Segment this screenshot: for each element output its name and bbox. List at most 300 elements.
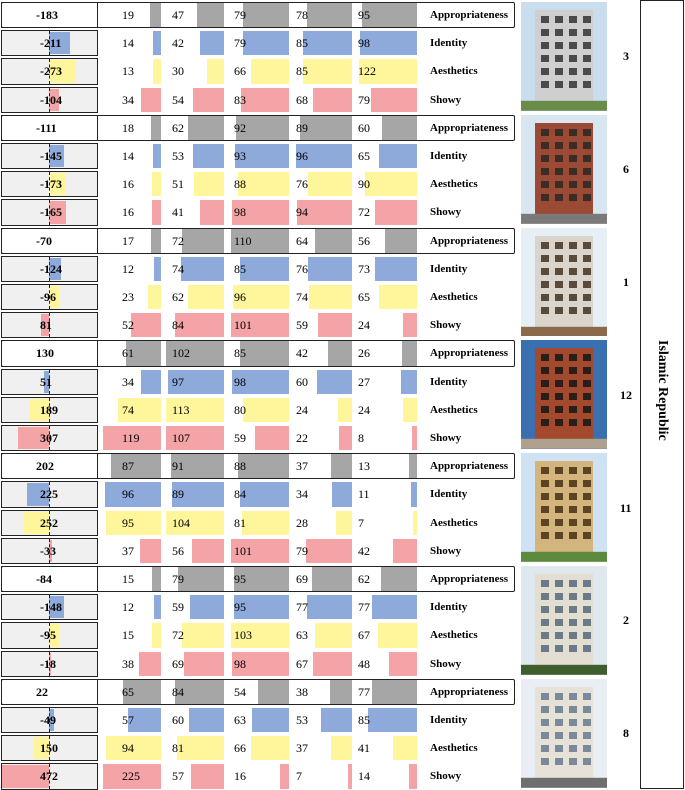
window-shape [541,29,549,36]
window-shape [555,194,563,201]
window-shape [555,693,563,700]
group-header-frame [1,2,515,28]
window-shape [569,758,577,765]
response-count: 65 [358,149,370,163]
window-shape [541,380,549,387]
response-count: 67 [296,656,308,671]
response-count: 89 [172,487,184,502]
window-shape [555,532,563,539]
window-shape [541,16,549,23]
window-shape [541,732,549,739]
score-value: -273 [40,64,62,79]
metric-label: Showy [430,93,462,106]
score-value: -18 [40,656,56,671]
response-count: 81 [234,515,246,530]
window-shape [569,745,577,752]
window-shape [541,55,549,62]
response-bar [189,708,224,732]
window-shape [555,242,563,249]
response-count: 37 [296,741,308,756]
score-value: 150 [40,741,58,756]
building-photo-icon [521,115,607,224]
response-count: 53 [172,149,184,163]
metric-label: Appropriateness [430,685,509,698]
building-id: 8 [623,726,629,741]
response-count: 88 [234,177,246,192]
window-shape [555,606,563,613]
response-count: 61 [122,346,134,361]
response-count: 96 [122,487,134,502]
response-count: 80 [234,402,246,417]
response-count: 76 [296,177,308,192]
window-shape [583,181,591,188]
response-count: 79 [234,36,246,51]
response-count: 85 [234,346,246,361]
window-shape [541,580,549,587]
response-bar [339,426,352,450]
window-shape [541,406,549,413]
window-shape [583,706,591,713]
response-count: 88 [234,459,246,474]
window-shape [555,55,563,62]
response-bar [181,257,224,281]
response-count: 98 [358,36,370,51]
window-shape [541,242,549,249]
metric-label: Showy [430,544,462,557]
window-shape [541,194,549,201]
building-id: 6 [623,162,629,177]
window-shape [541,168,549,175]
response-count: 72 [358,205,370,220]
window-shape [555,255,563,262]
window-shape [583,393,591,400]
response-bar [317,370,352,394]
window-shape [569,242,577,249]
response-count: 102 [172,346,190,361]
window-shape [541,419,549,426]
response-count: 79 [296,543,308,558]
window-shape [541,268,549,275]
score-value: -111 [36,120,57,135]
response-bar [372,595,417,619]
window-shape [569,281,577,288]
response-count: 94 [122,741,134,756]
response-bar [413,511,417,535]
response-count: 94 [296,205,308,220]
response-count: 12 [122,261,134,276]
window-shape [555,467,563,474]
window-shape [555,181,563,188]
response-bar [365,172,417,196]
response-count: 13 [122,64,134,79]
score-value: 130 [36,346,54,361]
response-count: 47 [172,8,184,22]
metric-label: Aesthetics [430,65,478,78]
window-shape [569,367,577,374]
window-shape [555,268,563,275]
response-count: 26 [358,346,370,361]
response-count: 42 [172,36,184,51]
response-count: 98 [234,205,246,220]
window-shape [541,693,549,700]
response-bar [194,172,224,196]
window-shape [541,354,549,361]
response-bar [193,88,224,112]
metric-label: Appropriateness [430,347,509,360]
building-photo-drawing [521,566,607,675]
metric-label: Appropriateness [430,121,509,134]
response-bar [140,539,161,563]
response-count: 95 [358,8,370,22]
response-count: 85 [358,713,370,727]
score-value: 252 [40,515,58,530]
response-count: 18 [122,120,134,135]
response-count: 14 [358,769,370,784]
response-count: 17 [122,233,134,248]
response-bar [403,398,417,422]
score-value: -84 [36,572,52,586]
response-count: 60 [296,374,308,389]
window-shape [569,16,577,23]
window-shape [569,406,577,413]
window-shape [569,467,577,474]
window-shape [583,281,591,288]
window-shape [555,419,563,426]
response-count: 65 [358,290,370,304]
response-bar [242,511,289,535]
window-shape [541,294,549,301]
window-shape [541,593,549,600]
response-bar [368,708,417,732]
response-bar [177,736,224,760]
response-count: 24 [358,402,370,417]
response-count: 27 [358,374,370,389]
window-shape [583,68,591,75]
metric-label: Identity [430,714,468,726]
response-count: 56 [358,233,370,248]
response-count: 73 [358,261,370,276]
building-photo-icon [521,2,607,111]
building-photo-drawing [521,2,607,111]
response-bar [192,539,224,563]
response-bar [393,736,417,760]
response-count: 41 [358,741,370,756]
window-shape [541,42,549,49]
building-id: 11 [620,500,632,515]
window-shape [583,255,591,262]
response-bar [148,285,161,309]
window-shape [569,593,577,600]
score-value: 472 [40,769,58,784]
score-value: 51 [40,374,52,389]
window-shape [555,81,563,88]
response-bar [409,764,417,788]
response-count: 11 [358,487,370,502]
response-bar [331,736,352,760]
response-count: 56 [172,543,184,558]
window-shape [541,367,549,374]
metric-label: Aesthetics [430,629,478,642]
score-value: 22 [36,684,48,699]
window-shape [569,719,577,726]
window-shape [569,632,577,639]
response-count: 28 [296,515,308,530]
window-shape [555,354,563,361]
metric-label: Appropriateness [430,9,509,21]
response-count: 37 [122,543,134,558]
response-count: 59 [172,600,184,615]
response-bar [153,144,161,168]
window-shape [583,55,591,62]
window-shape [583,467,591,474]
window-shape [555,719,563,726]
response-count: 62 [172,290,184,304]
response-bar [379,144,417,168]
window-shape [569,645,577,652]
building-photo-drawing [521,228,607,337]
response-bar [141,88,161,112]
window-shape [541,467,549,474]
response-count: 104 [172,515,190,530]
group-header-frame [1,340,515,366]
response-bar [303,59,352,83]
response-count: 90 [358,177,370,192]
response-bar [154,595,161,619]
window-shape [541,255,549,262]
response-count: 16 [122,177,134,192]
score-value: -211 [40,36,62,51]
window-shape [555,155,563,162]
score-value: 225 [40,487,58,502]
metric-label: Aesthetics [430,178,478,191]
metric-label: Identity [430,150,468,162]
window-shape [583,693,591,700]
ground-shape [521,101,607,111]
metric-label: Identity [430,375,468,388]
response-bar [153,59,161,83]
group-header-frame [1,679,515,705]
response-bar [243,31,289,55]
response-bar [321,708,352,732]
response-count: 7 [358,515,364,530]
response-count: 87 [122,459,134,474]
window-shape [555,129,563,136]
window-shape [583,532,591,539]
response-count: 95 [122,515,134,530]
window-shape [555,42,563,49]
window-shape [583,606,591,613]
window-shape [583,294,591,301]
metric-label: Appropriateness [430,460,509,473]
score-value: 189 [40,402,58,417]
response-count: 119 [122,431,140,445]
window-shape [569,693,577,700]
building-id: 1 [623,275,629,289]
response-count: 23 [122,290,134,304]
window-shape [541,307,549,314]
response-count: 103 [234,628,252,643]
window-shape [569,168,577,175]
response-bar [251,59,289,83]
window-shape [569,142,577,149]
window-shape [583,645,591,652]
response-count: 107 [172,431,190,445]
metric-label: Showy [430,657,462,670]
window-shape [541,645,549,652]
response-count: 110 [234,233,252,248]
response-count: 85 [296,36,308,51]
building-photo-icon [521,566,607,675]
response-count: 16 [234,769,246,784]
response-count: 37 [296,459,308,474]
response-bar [401,370,417,394]
window-shape [569,29,577,36]
window-shape [569,519,577,526]
window-shape [569,68,577,75]
response-bar [240,257,289,281]
score-value: -96 [40,290,56,304]
response-count: 77 [358,600,370,615]
response-bar [252,708,289,732]
window-shape [583,758,591,765]
metric-label: Aesthetics [430,516,478,529]
window-shape [583,593,591,600]
window-shape [569,194,577,201]
window-shape [541,68,549,75]
window-shape [569,419,577,426]
response-count: 81 [172,741,184,756]
response-count: 14 [122,149,134,163]
building-photo-drawing [521,115,607,224]
window-shape [583,16,591,23]
building-photo-drawing [521,453,607,562]
window-shape [541,480,549,487]
window-shape [555,580,563,587]
response-bar [375,257,417,281]
window-shape [583,732,591,739]
window-shape [583,367,591,374]
window-shape [541,519,549,526]
ground-shape [521,552,607,562]
response-count: 12 [122,600,134,615]
response-count: 72 [172,233,184,248]
response-count: 38 [296,684,308,699]
building-id: 12 [620,387,632,402]
window-shape [541,181,549,188]
window-shape [555,645,563,652]
response-bar [251,736,289,760]
response-bar [141,370,161,394]
window-shape [583,155,591,162]
window-shape [583,745,591,752]
building-photo-icon [521,228,607,337]
window-shape [555,16,563,23]
window-shape [583,380,591,387]
response-count: 54 [234,684,246,699]
window-shape [555,493,563,500]
response-count: 63 [296,628,308,643]
response-count: 95 [234,572,246,586]
score-value: 202 [36,459,54,474]
response-count: 34 [122,374,134,389]
window-shape [569,129,577,136]
response-bar [411,482,417,506]
metric-label: Aesthetics [430,403,478,416]
window-shape [569,155,577,162]
response-count: 34 [296,487,308,502]
response-count: 66 [234,64,246,79]
response-count: 59 [234,431,246,445]
window-shape [569,55,577,62]
metric-label: Showy [430,770,462,783]
window-shape [541,506,549,513]
window-shape [541,606,549,613]
window-shape [583,354,591,361]
response-bar [307,595,352,619]
response-count: 60 [358,120,370,135]
window-shape [583,419,591,426]
response-bar [153,31,161,55]
response-count: 77 [358,684,370,699]
window-shape [583,81,591,88]
response-count: 84 [172,684,184,699]
response-count: 78 [296,8,308,22]
response-bar [255,426,289,450]
response-count: 225 [122,769,140,784]
response-count: 92 [234,120,246,135]
response-count: 14 [122,36,134,51]
response-count: 79 [234,8,246,22]
response-count: 85 [296,64,308,79]
metric-label: Appropriateness [430,573,509,585]
response-count: 84 [234,487,246,502]
response-bar [318,313,352,337]
window-shape [555,380,563,387]
metric-label: Showy [430,206,462,219]
response-count: 48 [358,656,370,671]
score-value: -173 [40,177,62,192]
response-bar [191,764,224,788]
window-shape [541,81,549,88]
ground-shape [521,439,607,449]
score-value: -104 [40,92,62,107]
group-header-frame [1,566,515,592]
response-bar [152,172,161,196]
response-bar [315,623,352,647]
window-shape [569,480,577,487]
response-bar [240,482,289,506]
window-shape [569,580,577,587]
building-id: 3 [623,49,629,64]
window-shape [555,294,563,301]
window-shape [569,606,577,613]
window-shape [583,506,591,513]
window-shape [569,181,577,188]
response-count: 97 [172,374,184,389]
window-shape [541,706,549,713]
ground-shape [521,214,607,224]
group-header-frame [1,115,515,141]
response-count: 15 [122,572,134,586]
metric-label: Identity [430,262,468,275]
response-count: 66 [234,741,246,756]
window-shape [583,29,591,36]
window-shape [583,480,591,487]
window-shape [569,532,577,539]
building-id: 2 [623,613,629,628]
window-shape [541,281,549,288]
window-shape [541,393,549,400]
